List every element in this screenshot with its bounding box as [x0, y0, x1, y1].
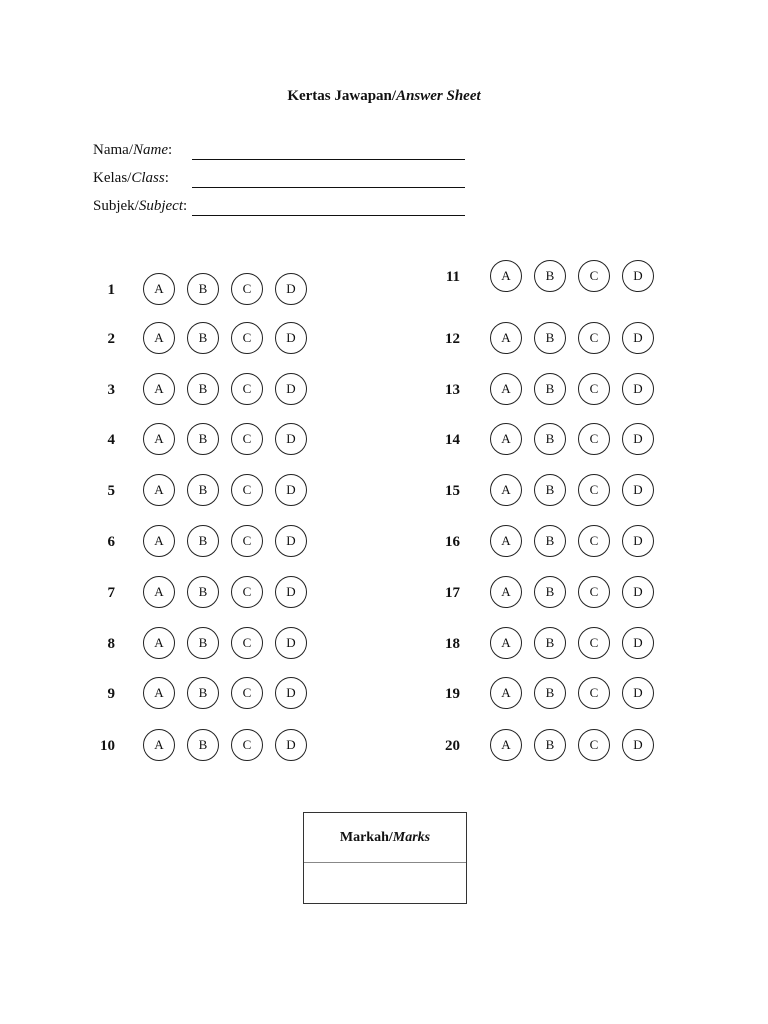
option-bubble-d[interactable]: D — [622, 423, 654, 455]
option-bubble-d[interactable]: D — [275, 729, 307, 761]
option-bubble-d[interactable]: D — [622, 729, 654, 761]
option-bubble-b[interactable]: B — [187, 373, 219, 405]
option-bubble-b[interactable]: B — [534, 260, 566, 292]
option-bubble-c[interactable]: C — [578, 627, 610, 659]
option-bubble-d[interactable]: D — [622, 373, 654, 405]
option-bubble-c[interactable]: C — [578, 576, 610, 608]
option-bubble-a[interactable]: A — [143, 273, 175, 305]
question-number: 2 — [107, 331, 115, 347]
option-bubble-c[interactable]: C — [578, 423, 610, 455]
option-bubble-c[interactable]: C — [231, 576, 263, 608]
option-bubble-a[interactable]: A — [143, 729, 175, 761]
option-bubble-d[interactable]: D — [622, 474, 654, 506]
question-number: 20 — [445, 738, 460, 754]
question-number: 8 — [107, 636, 115, 652]
marks-value-cell — [304, 863, 466, 904]
option-bubble-b[interactable]: B — [187, 423, 219, 455]
title-main: Kertas Jawapan/ — [287, 88, 397, 104]
option-bubble-a[interactable]: A — [490, 677, 522, 709]
option-bubble-b[interactable]: B — [534, 576, 566, 608]
option-bubble-d[interactable]: D — [275, 322, 307, 354]
option-bubble-a[interactable]: A — [143, 322, 175, 354]
option-bubble-a[interactable]: A — [143, 627, 175, 659]
option-bubble-a[interactable]: A — [143, 373, 175, 405]
option-bubble-b[interactable]: B — [187, 677, 219, 709]
option-bubble-b[interactable]: B — [534, 373, 566, 405]
option-bubble-c[interactable]: C — [578, 373, 610, 405]
option-bubble-b[interactable]: B — [187, 273, 219, 305]
option-bubble-d[interactable]: D — [622, 677, 654, 709]
question-number: 1 — [107, 282, 115, 298]
option-bubble-a[interactable]: A — [490, 423, 522, 455]
question-number: 16 — [445, 534, 460, 550]
question-number: 7 — [107, 585, 115, 601]
option-bubble-c[interactable]: C — [231, 273, 263, 305]
subject-input-line[interactable] — [192, 215, 465, 216]
option-bubble-a[interactable]: A — [143, 576, 175, 608]
option-bubble-c[interactable]: C — [231, 474, 263, 506]
option-bubble-a[interactable]: A — [143, 474, 175, 506]
option-bubble-b[interactable]: B — [187, 729, 219, 761]
option-bubble-c[interactable]: C — [231, 423, 263, 455]
marks-label: Markah/Marks — [304, 813, 466, 863]
option-bubble-b[interactable]: B — [534, 677, 566, 709]
option-bubble-d[interactable]: D — [622, 627, 654, 659]
option-bubble-a[interactable]: A — [490, 260, 522, 292]
class-input-line[interactable] — [192, 187, 465, 188]
option-bubble-c[interactable]: C — [231, 627, 263, 659]
option-bubble-d[interactable]: D — [275, 423, 307, 455]
option-bubble-c[interactable]: C — [231, 525, 263, 557]
option-bubble-d[interactable]: D — [622, 525, 654, 557]
option-bubble-c[interactable]: C — [578, 677, 610, 709]
option-bubble-d[interactable]: D — [275, 576, 307, 608]
subject-label: Subjek/Subject: — [93, 198, 188, 214]
name-label: Nama/Name: — [93, 142, 173, 158]
option-bubble-b[interactable]: B — [187, 627, 219, 659]
name-input-line[interactable] — [192, 159, 465, 160]
question-number: 3 — [107, 382, 115, 398]
option-bubble-d[interactable]: D — [275, 373, 307, 405]
option-bubble-c[interactable]: C — [578, 260, 610, 292]
option-bubble-d[interactable]: D — [622, 576, 654, 608]
question-number: 17 — [445, 585, 460, 601]
option-bubble-a[interactable]: A — [490, 627, 522, 659]
title-italic: Answer Sheet — [396, 88, 481, 104]
option-bubble-b[interactable]: B — [187, 525, 219, 557]
question-number: 4 — [107, 432, 115, 448]
option-bubble-b[interactable]: B — [534, 627, 566, 659]
question-number: 13 — [445, 382, 460, 398]
option-bubble-d[interactable]: D — [275, 474, 307, 506]
page-title — [0, 88, 768, 105]
option-bubble-c[interactable]: C — [578, 729, 610, 761]
option-bubble-d[interactable]: D — [622, 260, 654, 292]
option-bubble-d[interactable]: D — [275, 627, 307, 659]
option-bubble-b[interactable]: B — [534, 322, 566, 354]
option-bubble-b[interactable]: B — [534, 525, 566, 557]
option-bubble-d[interactable]: D — [622, 322, 654, 354]
option-bubble-a[interactable]: A — [490, 525, 522, 557]
option-bubble-c[interactable]: C — [578, 474, 610, 506]
option-bubble-c[interactable]: C — [231, 677, 263, 709]
option-bubble-a[interactable]: A — [490, 729, 522, 761]
option-bubble-c[interactable]: C — [231, 373, 263, 405]
subject-field — [93, 196, 473, 218]
option-bubble-b[interactable]: B — [187, 322, 219, 354]
option-bubble-c[interactable]: C — [578, 322, 610, 354]
option-bubble-d[interactable]: D — [275, 273, 307, 305]
question-number: 11 — [445, 269, 460, 285]
class-label: Kelas/Class: — [93, 170, 169, 186]
question-number: 12 — [445, 331, 460, 347]
option-bubble-b[interactable]: B — [534, 423, 566, 455]
class-field — [93, 168, 473, 190]
option-bubble-a[interactable]: A — [143, 677, 175, 709]
option-bubble-d[interactable]: D — [275, 677, 307, 709]
option-bubble-b[interactable]: B — [187, 474, 219, 506]
option-bubble-a[interactable]: A — [490, 373, 522, 405]
name-field — [93, 140, 473, 162]
option-bubble-a[interactable]: A — [490, 322, 522, 354]
option-bubble-a[interactable]: A — [143, 423, 175, 455]
question-number: 5 — [107, 483, 115, 499]
question-number: 6 — [107, 534, 115, 550]
option-bubble-c[interactable]: C — [578, 525, 610, 557]
option-bubble-b[interactable]: B — [187, 576, 219, 608]
option-bubble-a[interactable]: A — [490, 474, 522, 506]
option-bubble-b[interactable]: B — [534, 729, 566, 761]
question-number: 9 — [107, 686, 115, 702]
question-number: 15 — [445, 483, 460, 499]
option-bubble-a[interactable]: A — [490, 576, 522, 608]
option-bubble-d[interactable]: D — [275, 525, 307, 557]
question-number: 10 — [100, 738, 115, 754]
question-number: 18 — [445, 636, 460, 652]
marks-box — [303, 812, 467, 904]
question-number: 19 — [445, 686, 460, 702]
option-bubble-a[interactable]: A — [143, 525, 175, 557]
option-bubble-c[interactable]: C — [231, 322, 263, 354]
option-bubble-c[interactable]: C — [231, 729, 263, 761]
option-bubble-b[interactable]: B — [534, 474, 566, 506]
question-number: 14 — [445, 432, 460, 448]
